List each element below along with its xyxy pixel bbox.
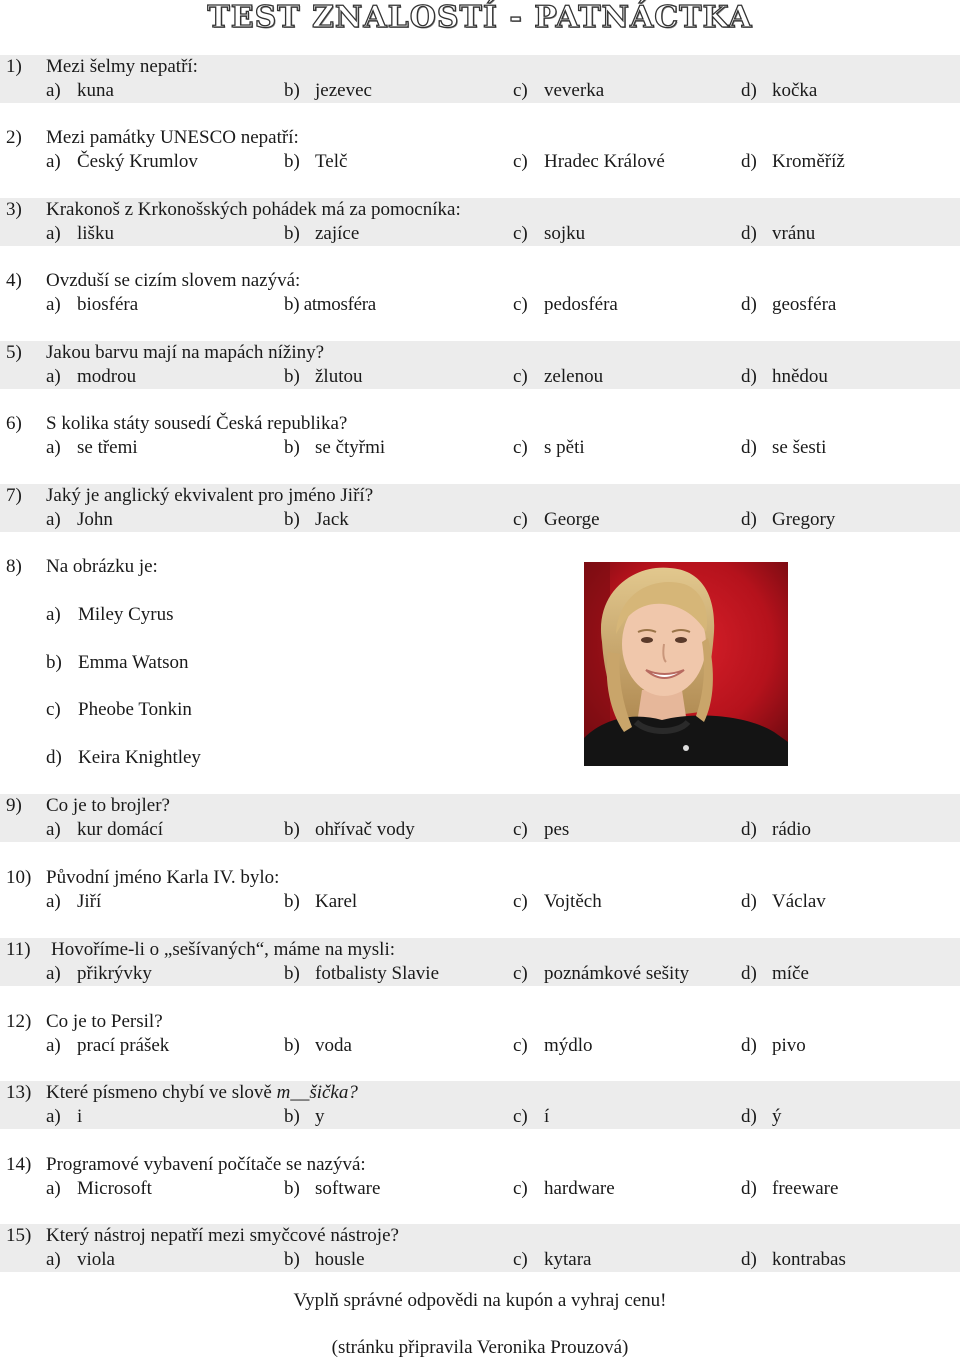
option-a: a) přikrývky (46, 963, 152, 984)
option-d: d) ý (741, 1106, 782, 1127)
question-number: 3) (6, 199, 22, 220)
question-number: 8) (6, 556, 22, 577)
option-b: b) zajíce (284, 223, 360, 244)
option-b: b) fotbalisty Slavie (284, 963, 440, 984)
option-d: d) kontrabas (741, 1249, 846, 1270)
option-d: d) Václav (741, 891, 826, 912)
option-a: a) prací prášek (46, 1035, 170, 1056)
option-a: a) John (46, 509, 113, 530)
footer-credit: (stránku připravila Veronika Prouzová) (331, 1337, 629, 1358)
option-c: c) Pheobe Tonkin (46, 699, 192, 720)
option-c: c) s pěti (513, 437, 585, 458)
option-d: d) pivo (741, 1035, 806, 1056)
option-a: a) Miley Cyrus (46, 604, 174, 625)
option-a: a) biosféra (46, 294, 139, 315)
question-text: Jakou barvu mají na mapách nížiny? (46, 342, 325, 363)
question-text: Jaký je anglický ekvivalent pro jméno Jiří? (46, 485, 374, 506)
option-d: d) Gregory (741, 509, 836, 530)
option-a: a) i (46, 1106, 83, 1127)
question-word: m__šička? (276, 1082, 358, 1103)
question-14 (0, 1153, 960, 1201)
option-b: b) se čtyřmi (284, 437, 386, 458)
option-c: c) Hradec Králové (513, 151, 665, 172)
question-text: Krakonoš z Krkonošských pohádek má za pomocníka: (46, 199, 461, 220)
question-10 (0, 866, 960, 914)
option-d: d) Keira Knightley (46, 747, 201, 768)
option-a: a) kur domácí (46, 819, 164, 840)
question-text: Co je to brojler? (46, 795, 170, 816)
option-b: b) y (284, 1106, 325, 1127)
option-c: c) mýdlo (513, 1035, 593, 1056)
question-text: Mezi šelmy nepatří: (46, 56, 198, 77)
question-11 (0, 938, 960, 986)
question-number: 9) (6, 795, 22, 816)
question-6 (0, 412, 960, 460)
question-7 (0, 484, 960, 532)
question-text: Co je to Persil? (46, 1011, 163, 1032)
option-b: b) jezevec (284, 80, 372, 101)
question-12 (0, 1010, 960, 1058)
question-number: 12) (6, 1011, 32, 1032)
question-3 (0, 198, 960, 246)
question-text: S kolika státy sousedí Česká republika? (46, 413, 348, 434)
option-b: b) Emma Watson (46, 652, 189, 673)
option-d: d) rádio (741, 819, 812, 840)
question-text: Ovzduší se cizím slovem nazývá: (46, 270, 301, 291)
option-c: c) George (513, 509, 600, 530)
question-4 (0, 269, 960, 317)
option-a: a) modrou (46, 366, 137, 387)
option-c: c) hardware (513, 1178, 615, 1199)
question-text: Původní jméno Karla IV. bylo: (46, 867, 280, 888)
option-d: d) Kroměříž (741, 151, 845, 172)
option-c: c) sojku (513, 223, 586, 244)
question-number: 4) (6, 270, 22, 291)
question-1 (0, 55, 960, 103)
option-b: b) žlutou (284, 366, 363, 387)
question-text: Hovoříme-li o „sešívaných“, máme na mysli: (51, 939, 396, 960)
question-text: Který nástroj nepatří mezi smyčcové nástroje? (46, 1225, 399, 1246)
question-text: Které písmeno chybí ve slově m__šička? (46, 1082, 358, 1103)
option-b: b) Karel (284, 891, 358, 912)
question-9 (0, 794, 960, 842)
question-text: Mezi památky UNESCO nepatří: (46, 127, 299, 148)
option-b: b) Telč (284, 151, 348, 172)
question-number: 5) (6, 342, 22, 363)
footer-instruction: Vyplň správné odpovědi na kupón a vyhraj cenu! (293, 1290, 667, 1311)
page-title: TEST ZNALOSTÍ - PATNÁCTKA (207, 0, 753, 35)
question-number: 7) (6, 485, 22, 506)
question-text: Na obrázku je: (46, 556, 158, 577)
question-15 (0, 1224, 960, 1272)
question-number: 11) (6, 939, 31, 960)
question-number: 2) (6, 127, 22, 148)
option-c: c) poznámkové sešity (513, 963, 690, 984)
option-b: b) atmosféra (284, 294, 376, 315)
option-d: d) se šesti (741, 437, 827, 458)
portrait-photo (584, 562, 788, 766)
option-a: a) viola (46, 1249, 115, 1270)
question-2 (0, 126, 960, 174)
option-c: c) pedosféra (513, 294, 618, 315)
option-d: d) vránu (741, 223, 816, 244)
option-b: b) voda (284, 1035, 352, 1056)
question-number: 13) (6, 1082, 32, 1103)
question-number: 14) (6, 1154, 32, 1175)
option-a: a) Microsoft (46, 1178, 152, 1199)
question-number: 6) (6, 413, 22, 434)
option-b: b) Jack (284, 509, 349, 530)
option-c: c) kytara (513, 1249, 592, 1270)
question-8 (0, 555, 960, 775)
option-c: c) pes (513, 819, 570, 840)
option-a: a) kuna (46, 80, 114, 101)
option-d: d) kočka (741, 80, 818, 101)
option-a: a) Český Krumlov (46, 151, 198, 172)
question-number: 1) (6, 56, 22, 77)
question-5 (0, 341, 960, 389)
option-b: b) ohřívač vody (284, 819, 415, 840)
option-b: b) housle (284, 1249, 365, 1270)
option-d: d) hnědou (741, 366, 828, 387)
question-number: 15) (6, 1225, 32, 1246)
option-c: c) veverka (513, 80, 605, 101)
question-13 (0, 1081, 960, 1129)
option-d: d) geosféra (741, 294, 837, 315)
option-a: a) lišku (46, 223, 114, 244)
option-b: b) software (284, 1178, 381, 1199)
option-c: c) zelenou (513, 366, 604, 387)
option-c: c) í (513, 1106, 550, 1127)
option-d: d) freeware (741, 1178, 839, 1199)
option-c: c) Vojtěch (513, 891, 602, 912)
option-d: d) míče (741, 963, 809, 984)
option-a: a) se třemi (46, 437, 138, 458)
question-text: Programové vybavení počítače se nazývá: (46, 1154, 366, 1175)
question-number: 10) (6, 867, 32, 888)
option-a: a) Jiří (46, 891, 102, 912)
